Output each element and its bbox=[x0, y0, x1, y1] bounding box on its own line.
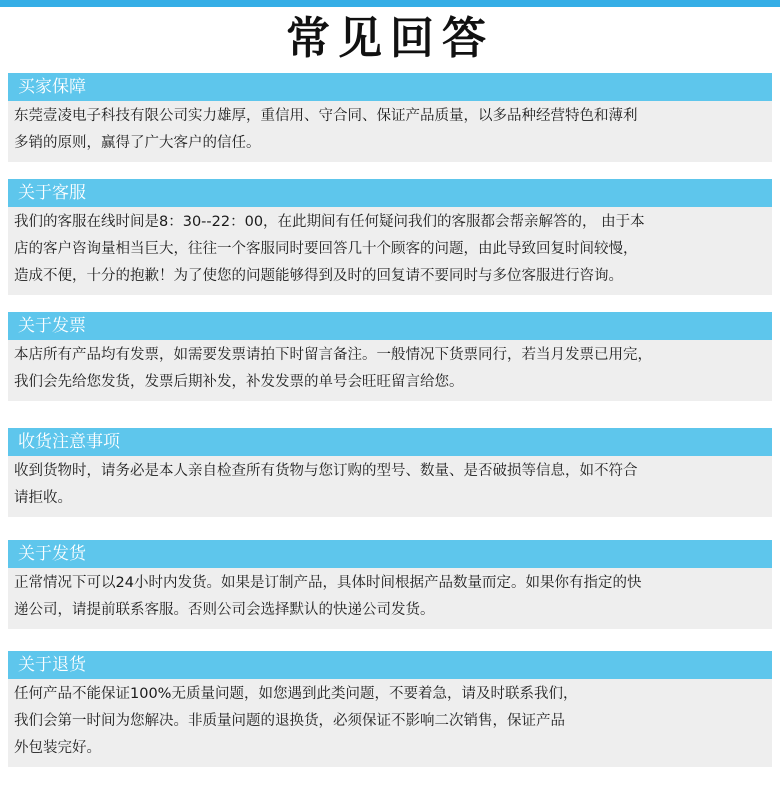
section-customer-service bbox=[8, 179, 772, 295]
section-heading: 关于退货 bbox=[8, 651, 772, 679]
section-body bbox=[8, 568, 772, 629]
section-body bbox=[8, 340, 772, 401]
body-line: 店的客户咨询量相当巨大，往往一个客服同时要回答几十个顾客的问题，由此导致回复时间较慢， bbox=[14, 241, 638, 257]
section-body bbox=[8, 456, 772, 517]
section-heading: 关于发票 bbox=[8, 312, 772, 340]
body-line: 我们会先给您发货，发票后期补发，补发发票的单号会旺旺留言给您。 bbox=[14, 374, 464, 390]
section-buyer-protection bbox=[8, 73, 772, 162]
body-line: 收到货物时，请务必是本人亲自检查所有货物与您订购的型号、数量、是否破损等信息，如不符合 bbox=[14, 463, 638, 479]
body-line: 外包装完好。 bbox=[14, 740, 101, 756]
body-line: 多销的原则，赢得了广大客户的信任。 bbox=[14, 135, 261, 151]
section-body bbox=[8, 679, 772, 767]
section-heading: 收货注意事项 bbox=[8, 428, 772, 456]
top-accent-bar bbox=[0, 0, 780, 7]
section-heading: 买家保障 bbox=[8, 73, 772, 101]
section-heading: 关于发货 bbox=[8, 540, 772, 568]
body-line: 东莞壹凌电子科技有限公司实力雄厚，重信用、守合同、保证产品质量，以多品种经营特色和薄利 bbox=[14, 108, 638, 124]
body-line: 我们的客服在线时间是8：30--22：00，在此期间有任何疑问我们的客服都会帮亲解答的， 由于本 bbox=[14, 214, 645, 230]
body-line: 本店所有产品均有发票，如需要发票请拍下时留言备注。一般情况下货票同行，若当月发票已用完， bbox=[14, 347, 652, 363]
page-title: 常见回答 bbox=[286, 13, 494, 64]
body-line: 造成不便，十分的抱歉！为了使您的问题能够得到及时的回复请不要同时与多位客服进行咨询。 bbox=[14, 268, 623, 284]
section-heading: 关于客服 bbox=[8, 179, 772, 207]
body-line: 递公司，请提前联系客服。否则公司会选择默认的快递公司发货。 bbox=[14, 602, 435, 618]
body-line: 我们会第一时间为您解决。非质量问题的退换货，必须保证不影响二次销售，保证产品 bbox=[14, 713, 565, 729]
section-returns bbox=[8, 651, 772, 767]
section-body bbox=[8, 101, 772, 162]
body-line: 请拒收。 bbox=[14, 490, 72, 506]
body-line: 任何产品不能保证100%无质量问题，如您遇到此类问题，不要着急，请及时联系我们， bbox=[14, 686, 578, 702]
body-line: 正常情况下可以24小时内发货。如果是订制产品，具体时间根据产品数量而定。如果你有指定的快 bbox=[14, 575, 642, 591]
section-body bbox=[8, 207, 772, 295]
section-receiving-notes bbox=[8, 428, 772, 517]
section-shipping bbox=[8, 540, 772, 629]
section-invoice bbox=[8, 312, 772, 401]
